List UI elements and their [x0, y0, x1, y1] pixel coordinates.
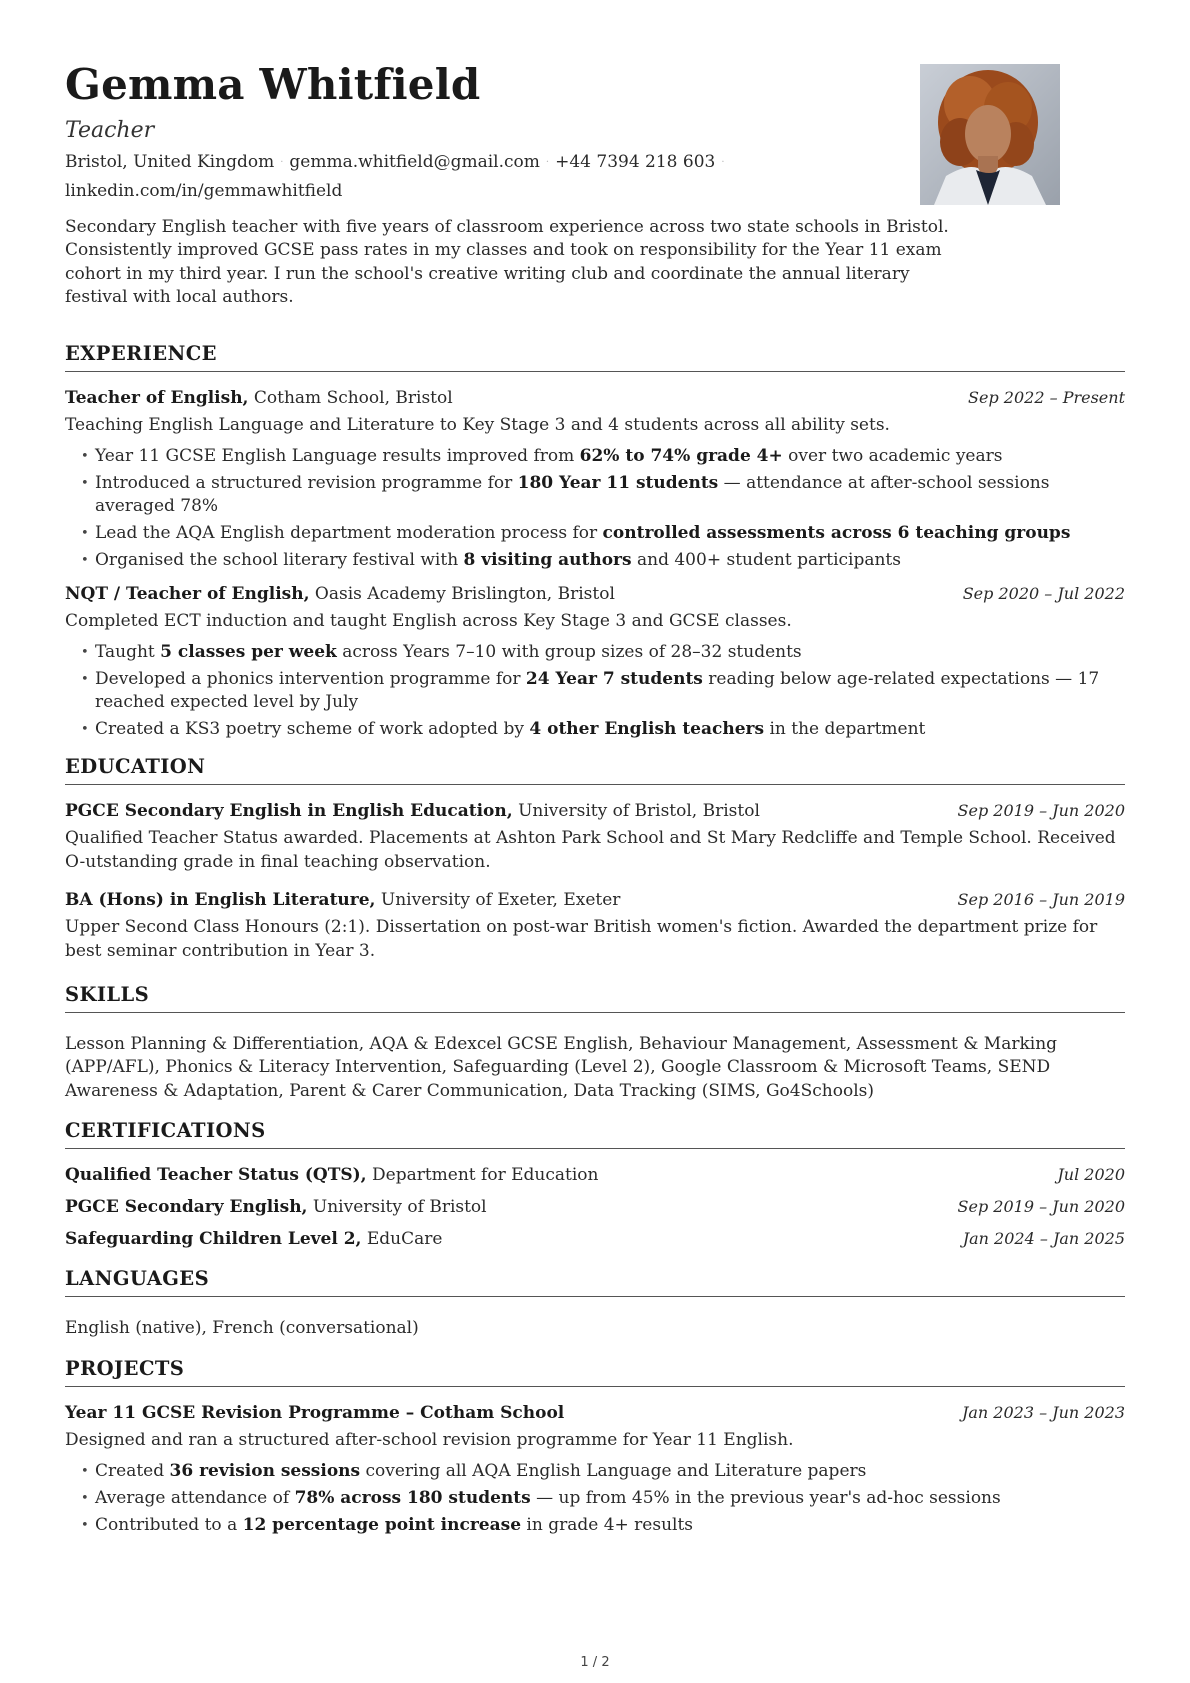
- candidate-name: Gemma Whitfield: [65, 60, 481, 109]
- entry-title: Year 11 GCSE Revision Programme – Cotham School: [65, 1402, 565, 1423]
- profile-photo: [920, 64, 1060, 205]
- separator-dot: ·: [721, 156, 725, 168]
- projects-section: [65, 1357, 1125, 1537]
- portrait-image: [920, 64, 1060, 205]
- entry-title: NQT / Teacher of English, Oasis Academy Brislington, Bristol: [65, 583, 615, 604]
- experience-entry: [65, 386, 1125, 572]
- entry-title: PGCE Secondary English, University of Bristol: [65, 1197, 487, 1217]
- entry-description: Upper Second Class Honours (2:1). Dissertation on post-war British women's fiction. Awarded the department prize for best seminar contribution in Year 3.: [65, 916, 1098, 961]
- languages-section: [65, 1267, 1125, 1341]
- list-item: • Introduced a structured revision programme for 180 Year 11 students — attendance at after-school sessions averaged 78%: [81, 472, 1125, 518]
- experience-entry: [65, 582, 1125, 741]
- entry-date: Sep 2022 – Present: [968, 387, 1125, 407]
- section-heading-languages: LANGUAGES: [65, 1267, 1125, 1297]
- separator-dot: ·: [280, 156, 284, 168]
- list-item: • Year 11 GCSE English Language results improved from 62% to 74% grade 4+ over two academic years: [81, 445, 1125, 468]
- education-entry: [65, 799, 1125, 874]
- entry-date: Jan 2023 – Jun 2023: [961, 1402, 1125, 1422]
- entry-description: Completed ECT induction and taught English across Key Stage 3 and GCSE classes.: [65, 610, 792, 631]
- certification-item: [65, 1163, 1125, 1187]
- entry-date: Sep 2019 – Jun 2020: [957, 1197, 1125, 1216]
- entry-header: [65, 386, 1125, 410]
- section-heading-certifications: CERTIFICATIONS: [65, 1119, 1125, 1149]
- entry-title: PGCE Secondary English in English Education, University of Bristol, Bristol: [65, 800, 760, 821]
- email-link[interactable]: gemma.whitfield@gmail.com: [289, 152, 540, 172]
- contact-line: [65, 148, 945, 205]
- certification-item: [65, 1195, 1125, 1219]
- certifications-section: [65, 1119, 1125, 1251]
- phone-number[interactable]: +44 7394 218 603: [555, 152, 716, 172]
- section-heading-skills: SKILLS: [65, 983, 1125, 1013]
- entry-title: BA (Hons) in English Literature, University of Exeter, Exeter: [65, 889, 621, 910]
- entry-description: Teaching English Language and Literature to Key Stage 3 and 4 students across all ability sets.: [65, 414, 890, 435]
- list-item: • Created 36 revision sessions covering all AQA English Language and Literature papers: [81, 1460, 1125, 1483]
- list-item: • Contributed to a 12 percentage point increase in grade 4+ results: [81, 1514, 1125, 1537]
- entry-header: [65, 799, 1125, 823]
- entry-date: Sep 2016 – Jun 2019: [957, 889, 1125, 909]
- entry-title: Teacher of English, Cotham School, Bristol: [65, 387, 453, 408]
- list-item: • Developed a phonics intervention programme for 24 Year 7 students reading below age-related expectations — 17 reached expected level by July: [81, 668, 1125, 714]
- entry-date: Sep 2020 – Jul 2022: [962, 583, 1125, 603]
- candidate-role: Teacher: [65, 118, 155, 143]
- entry-header: [65, 582, 1125, 606]
- achievement-list: [65, 1460, 1125, 1537]
- entry-header: [65, 1401, 1125, 1425]
- certification-item: [65, 1227, 1125, 1251]
- linkedin-link[interactable]: linkedin.com/in/gemmawhitfield: [65, 180, 343, 201]
- languages-list: English (native), French (conversational): [65, 1318, 419, 1338]
- skills-section: [65, 983, 1125, 1104]
- list-item: • Created a KS3 poetry scheme of work adopted by 4 other English teachers in the department: [81, 718, 1125, 741]
- location: Bristol, United Kingdom: [65, 152, 275, 172]
- resume-header: [65, 0, 1125, 310]
- achievement-list: [65, 445, 1125, 572]
- list-item: • Organised the school literary festival with 8 visiting authors and 400+ student participants: [81, 549, 1125, 572]
- list-item: • Taught 5 classes per week across Years 7–10 with group sizes of 28–32 students: [81, 641, 1125, 664]
- entry-header: [65, 888, 1125, 912]
- section-heading-projects: PROJECTS: [65, 1357, 1125, 1387]
- list-item: • Average attendance of 78% across 180 students — up from 45% in the previous year's ad-hoc sessions: [81, 1487, 1125, 1510]
- page-number: 1 / 2: [580, 1655, 610, 1670]
- education-entry: [65, 888, 1125, 963]
- entry-date: Sep 2019 – Jun 2020: [957, 800, 1125, 820]
- separator-dot: ·: [545, 156, 550, 168]
- profile-summary: Secondary English teacher with five years of classroom experience across two state schools in Bristol. Consistently improved GCSE pass rates in my classes and took on responsibility for the Year 11 exam cohort in my third year. I run the school's creative writing club and coordinate the annual literary festival with local authors.: [65, 216, 949, 307]
- list-item: • Lead the AQA English department moderation process for controlled assessments across 6 teaching groups: [81, 522, 1125, 545]
- achievement-list: [65, 641, 1125, 741]
- entry-date: Jul 2020: [1057, 1165, 1125, 1184]
- section-heading-experience: EXPERIENCE: [65, 342, 1125, 372]
- entry-date: Jan 2024 – Jan 2025: [962, 1229, 1125, 1248]
- section-heading-education: EDUCATION: [65, 755, 1125, 785]
- entry-description: Designed and ran a structured after-school revision programme for Year 11 English.: [65, 1429, 794, 1450]
- education-section: [65, 755, 1125, 963]
- entry-title: Safeguarding Children Level 2, EduCare: [65, 1229, 443, 1249]
- entry-description: Qualified Teacher Status awarded. Placements at Ashton Park School and St Mary Redcliffe and Temple School. Received O-utstanding grade in final teaching observation.: [65, 827, 1116, 872]
- project-entry: [65, 1401, 1125, 1537]
- experience-section: [65, 342, 1125, 741]
- skills-list: Lesson Planning & Differentiation, AQA & Edexcel GCSE English, Behaviour Management, Assessment & Marking (APP/AFL), Phonics & Literacy Intervention, Safeguarding (Level 2), Google Classroom & Microsoft Teams, SEND Awareness & Adaptation, Parent & Carer Communication, Data Tracking (SIMS, Go4Schools): [65, 1033, 1058, 1101]
- entry-title: Qualified Teacher Status (QTS), Department for Education: [65, 1165, 599, 1185]
